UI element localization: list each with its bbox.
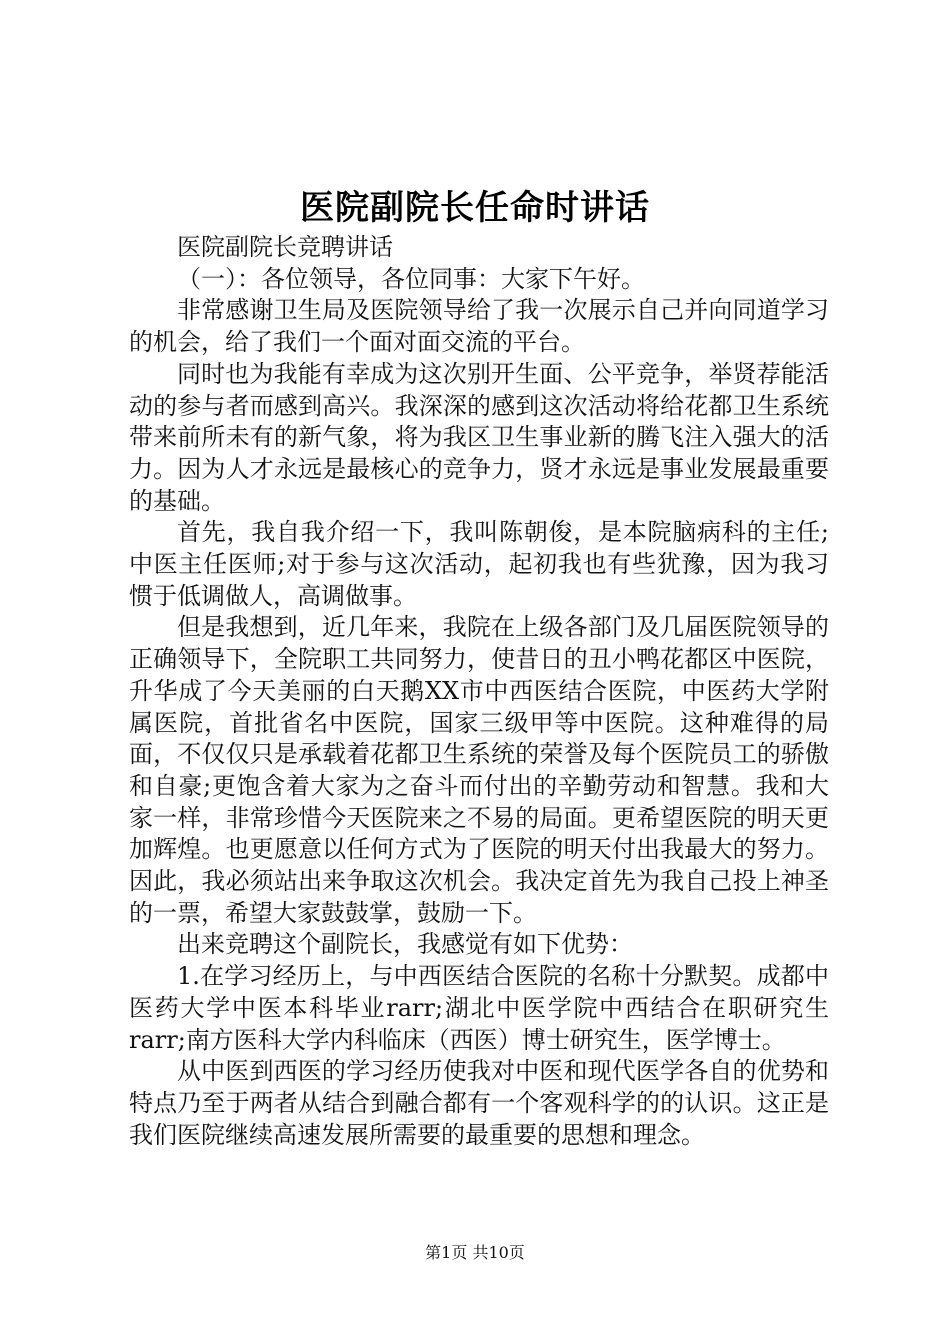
document-body xyxy=(129,232,829,1151)
paragraph: 从中医到西医的学习经历使我对中医和现代医学各自的优势和特点乃至于两者从结合到融合都有一个客观科学的的认识。这正是我们医院继续高速发展所需要的最重要的思想和理念。 xyxy=(129,1057,829,1149)
page-number-footer: 第1页 共10页 xyxy=(425,1243,525,1262)
paragraph: 同时也为我能有幸成为这次别开生面、公平竞争，举贤荐能活动的参与者而感到高兴。我深深的感到这次活动将给花都卫生系统带来前所未有的新气象，将为我区卫生事业新的腾飞注入强大的活力。因为人才永远是最核心的竞争力，贤才永远是事业发展最重要的基础。 xyxy=(129,359,829,515)
paragraph: 但是我想到，近几年来，我院在上级各部门及几届医院领导的正确领导下，全院职工共同努力，使昔日的丑小鸭花都区中医院，升华成了今天美丽的白天鹅XX市中西医结合医院，中医药大学附属医院，首批省名中医院，国家三级甲等中医院。这种难得的局面，不仅仅只是承载着花都卫生系统的荣誉及每个医院员工的骄傲和自豪;更饱含着大家为之奋斗而付出的辛勤劳动和智慧。我和大家一样，非常珍惜今天医院来之不易的局面。更希望医院的明天更加辉煌。也更愿意以任何方式为了医院的明天付出我最大的努力。因此，我必须站出来争取这次机会。我决定首先为我自己投上神圣的一票，希望大家鼓鼓掌，鼓励一下。 xyxy=(129,613,829,927)
paragraph: 医院副院长竞聘讲话 xyxy=(177,233,393,261)
paragraph: 出来竞聘这个副院长，我感觉有如下优势： xyxy=(177,930,633,959)
paragraph: 非常感谢卫生局及医院领导给了我一次展示自己并向同道学习的机会，给了我们一个面对面交流的平台。 xyxy=(129,296,829,357)
paragraph: 1.在学习经历上，与中西医结合医院的名称十分默契。成都中医药大学中医本科毕业rarr;湖北中医学院中西结合在职研究生rarr;南方医科大学内科临床（西医）博士研究生，医学博士。 xyxy=(129,962,829,1054)
paragraph: （一）：各位领导，各位同事：大家下午好。 xyxy=(177,264,645,293)
document-title: 医院副院长任命时讲话 xyxy=(300,188,650,228)
paragraph: 首先，我自我介绍一下，我叫陈朝俊，是本院脑病科的主任;中医主任医师;对于参与这次活动，起初我也有些犹豫，因为我习惯于低调做人，高调做事。 xyxy=(129,518,829,610)
